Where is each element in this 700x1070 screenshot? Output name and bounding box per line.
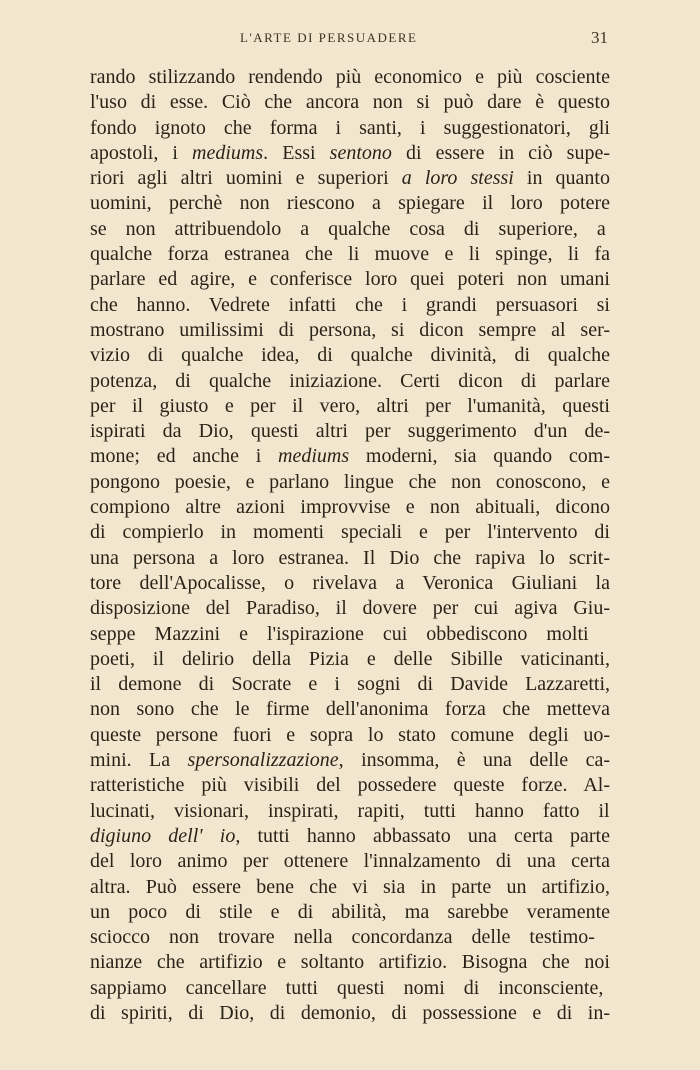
italic-text: spersonalizzazione: [187, 749, 339, 772]
text-run: mostrano umilissimi di persona, si dicon sempre al ser-: [90, 318, 610, 341]
text-run: . Essi: [263, 141, 330, 164]
text-run: un poco di stile e di abilità, ma sarebbe veramente: [90, 900, 610, 923]
text-line: [90, 596, 610, 621]
text-line: [90, 697, 610, 722]
text-line: [90, 166, 610, 191]
text-run: parlare ed agire, e conferisce loro quei poteri non umani: [90, 268, 610, 291]
text-line: [90, 267, 610, 292]
text-run: queste persone fuori e sopra lo stato comune degli uo-: [90, 723, 610, 746]
text-line: [90, 217, 610, 242]
text-line: [90, 116, 610, 141]
text-run: ratteristiche più visibili del possedere queste forze. Al-: [90, 774, 610, 797]
text-run: potenza, di qualche iniziazione. Certi dicon di parlare: [90, 369, 610, 392]
text-line: [90, 900, 610, 925]
italic-text: a loro stessi: [401, 167, 514, 190]
text-run: del loro animo per ottenere l'innalzamento di una certa: [90, 850, 610, 873]
text-run: se non attribuendolo a qualche cosa di superiore, a: [90, 217, 606, 240]
text-run: mini. La: [90, 749, 188, 772]
text-run: qualche forza estranea che li muove e li spinge, li fa: [90, 243, 610, 266]
page-number: 31: [591, 28, 608, 47]
text-line: [90, 444, 610, 469]
text-line: [90, 799, 610, 824]
text-run: altra. Può essere bene che vi sia in parte un artifizio,: [90, 875, 610, 898]
italic-text: mediums: [278, 445, 350, 468]
running-title: L'ARTE DI PERSUADERE: [240, 30, 418, 45]
text-line: [90, 672, 610, 697]
running-head: [0, 28, 700, 48]
text-line: [90, 622, 610, 647]
text-run: rando stilizzando rendendo più economico e più cosciente: [90, 66, 610, 88]
body-text: [90, 65, 610, 1026]
text-line: [90, 318, 610, 343]
text-line: [90, 369, 610, 394]
text-run: lucinati, visionari, inspirati, rapiti, tutti hanno fatto il: [90, 799, 610, 822]
text-run: di essere in ciò supe-: [391, 141, 610, 164]
text-line: [90, 495, 610, 520]
italic-text: sentono: [329, 141, 392, 164]
text-line: [90, 546, 610, 571]
text-line: [90, 723, 610, 748]
text-line: [90, 824, 610, 849]
text-line: [90, 849, 610, 874]
text-line: [90, 950, 610, 975]
text-line: [90, 470, 610, 495]
text-line: [90, 90, 610, 115]
text-line: [90, 419, 610, 444]
text-run: ispirati da Dio, questi altri per suggerimento d'un de-: [90, 420, 610, 443]
text-run: moderni, sia quando com-: [349, 445, 610, 468]
text-run: poeti, il delirio della Pizia e delle Sibille vaticinanti,: [90, 647, 610, 670]
text-run: pongono poesie, e parlano lingue che non conoscono, e: [90, 470, 610, 493]
text-run: vizio di qualche idea, di qualche divinità, di qualche: [90, 344, 610, 367]
text-run: che hanno. Vedrete infatti che i grandi persuasori si: [90, 293, 610, 316]
text-run: in quanto: [513, 167, 610, 190]
text-line: [90, 976, 610, 1001]
text-run: una persona a loro estranea. Il Dio che rapiva lo scrit-: [90, 546, 610, 569]
text-run: tore dell'Apocalisse, o rivelava a Veronica Giuliani la: [90, 571, 610, 594]
text-line: [90, 647, 610, 672]
text-run: nianze che artifizio e soltanto artifizio. Bisogna che noi: [90, 951, 610, 974]
text-run: l'uso di esse. Ciò che ancora non si può dare è questo: [90, 91, 610, 114]
text-run: non sono che le firme dell'anonima forza che metteva: [90, 698, 610, 721]
text-run: il demone di Socrate e i sogni di Davide Lazzaretti,: [90, 673, 610, 696]
text-line: [90, 141, 610, 166]
text-line: [90, 394, 610, 419]
text-run: seppe Mazzini e l'ispirazione cui obbediscono molti: [90, 622, 589, 645]
text-line: [90, 925, 610, 950]
text-line: [90, 65, 610, 90]
text-line: [90, 1001, 610, 1026]
text-run: di compierlo in momenti speciali e per l'intervento di: [90, 521, 610, 544]
text-run: riori agli altri uomini e superiori: [90, 167, 402, 190]
text-run: , insomma, è una delle ca-: [338, 749, 610, 772]
italic-text: mediums: [192, 141, 264, 164]
text-line: [90, 773, 610, 798]
text-line: [90, 520, 610, 545]
text-run: uomini, perchè non riescono a spiegare il loro potere: [90, 192, 610, 215]
text-run: apostoli, i: [90, 141, 193, 164]
text-line: [90, 571, 610, 596]
text-line: [90, 293, 610, 318]
text-run: , tutti hanno abbassato una certa parte: [235, 824, 610, 847]
text-run: disposizione del Paradiso, il dovere per cui agiva Giu-: [90, 597, 610, 620]
text-run: mone; ed anche i: [90, 445, 279, 468]
text-line: [90, 191, 610, 216]
text-line: [90, 748, 610, 773]
text-run: di spiriti, di Dio, di demonio, di possessione e di in-: [90, 1001, 610, 1024]
text-run: sciocco non trovare nella concordanza delle testimo-: [90, 926, 595, 949]
text-line: [90, 343, 610, 368]
text-run: compiono altre azioni improvvise e non abituali, dicono: [90, 496, 610, 519]
text-line: [90, 242, 610, 267]
text-run: fondo ignoto che forma i santi, i suggestionatori, gli: [90, 116, 610, 139]
text-run: sappiamo cancellare tutti questi nomi di inconsciente,: [90, 976, 604, 999]
text-line: [90, 875, 610, 900]
italic-text: digiuno dell' io: [90, 824, 236, 847]
text-run: per il giusto e per il vero, altri per l'umanità, questi: [90, 394, 610, 417]
